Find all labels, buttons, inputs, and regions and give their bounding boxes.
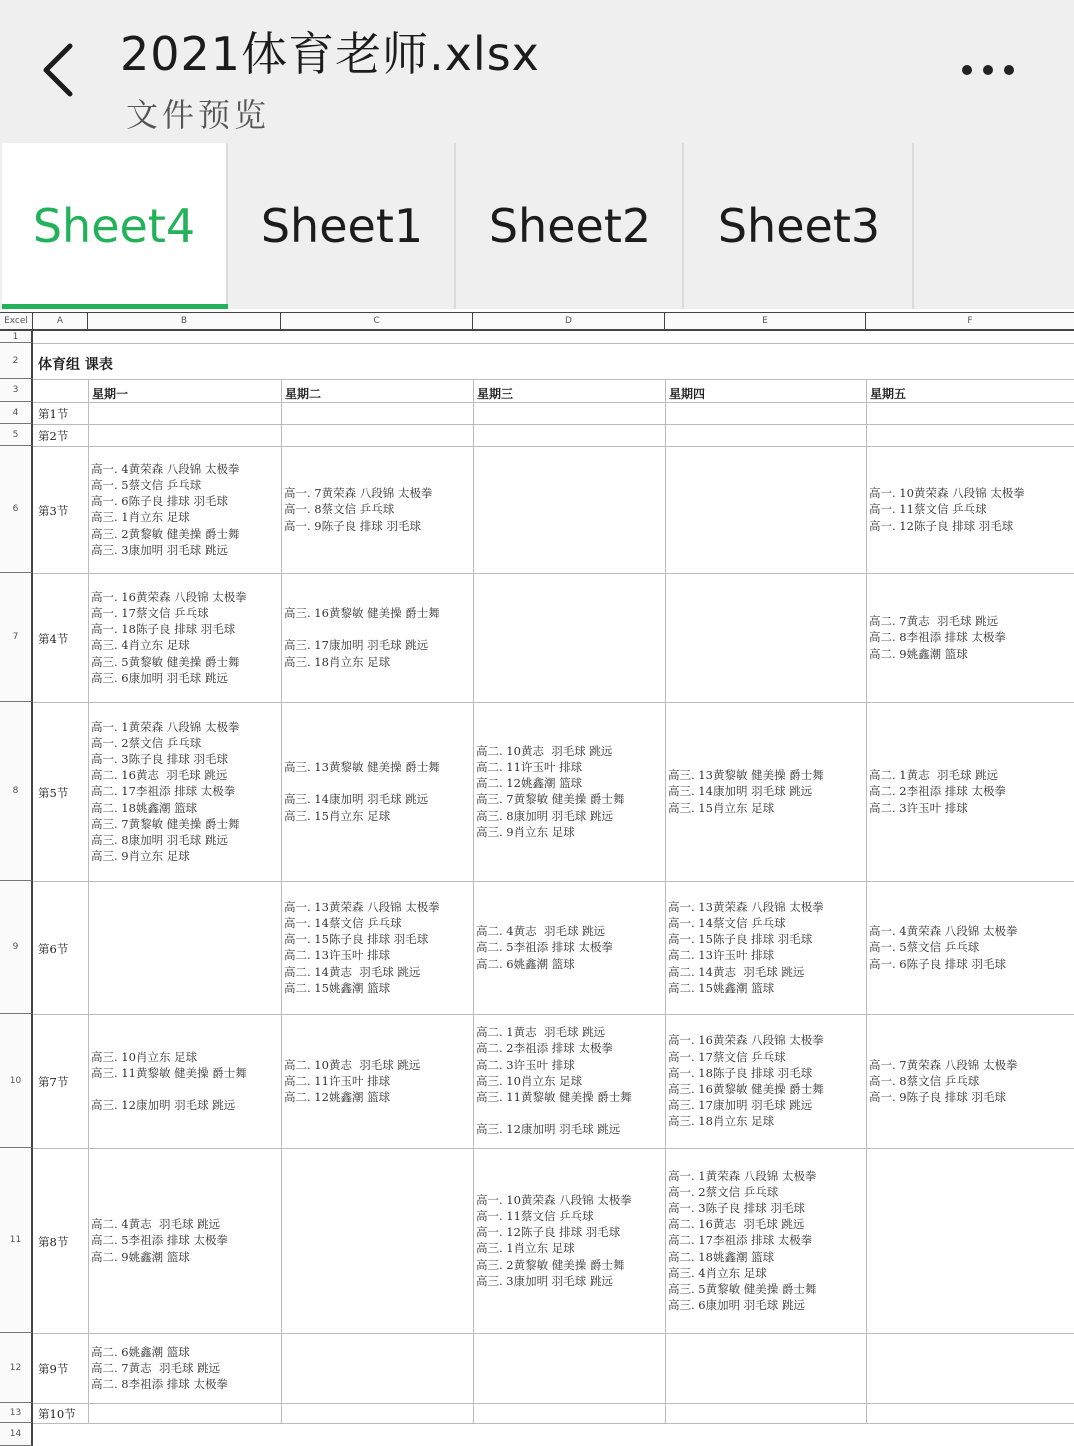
spreadsheet[interactable] xyxy=(0,309,1074,1446)
schedule-entry: 高一. 13黄荣森 八段锦 太极拳 xyxy=(668,899,824,914)
row-header-9[interactable]: 9 xyxy=(0,881,33,1014)
schedule-entry: 高一. 9陈子良 排球 羽毛球 xyxy=(869,1090,1006,1105)
schedule-entry: 高三. 3康加明 羽毛球 跳远 xyxy=(91,542,228,557)
schedule-entry: 高二. 18姚鑫潮 篮球 xyxy=(668,1249,775,1264)
schedule-entry: 高三. 17康加明 羽毛球 跳远 xyxy=(668,1098,813,1113)
schedule-entry: 高二. 10黄志 羽毛球 跳远 xyxy=(284,1057,421,1072)
schedule-entry: 高三. 9肖立东 足球 xyxy=(91,849,190,864)
grid-col-line xyxy=(665,379,666,1423)
schedule-entry: 高二. 8李祖添 排球 太极拳 xyxy=(869,630,1006,645)
row-header-8[interactable]: 8 xyxy=(0,702,33,881)
row-header-4[interactable]: 4 xyxy=(0,402,33,424)
schedule-entry: 高一. 11蔡文信 乒乓球 xyxy=(869,502,987,517)
schedule-entry: 高二. 17李祖添 排球 太极拳 xyxy=(91,784,236,799)
schedule-entry: 高一. 14蔡文信 乒乓球 xyxy=(284,916,402,931)
schedule-entry: 高一. 5蔡文信 乒乓球 xyxy=(869,940,980,955)
grid-row-line xyxy=(33,702,1074,703)
schedule-entry: 高二. 17李祖添 排球 太极拳 xyxy=(668,1233,813,1248)
schedule-cell[interactable] xyxy=(284,605,472,670)
row-header-11[interactable]: 11 xyxy=(0,1148,33,1333)
schedule-cell[interactable] xyxy=(91,1344,280,1393)
schedule-entry: 高二. 15姚鑫潮 篮球 xyxy=(284,980,391,995)
grid-row-line xyxy=(33,1014,1074,1015)
schedule-cell[interactable] xyxy=(869,923,1073,972)
schedule-cell[interactable] xyxy=(284,899,472,996)
schedule-entry: 高三. 12康加明 羽毛球 跳远 xyxy=(91,1098,236,1113)
schedule-entry: 高二. 11许玉叶 排球 xyxy=(284,1073,391,1088)
schedule-entry: 高一. 13黄荣森 八段锦 太极拳 xyxy=(284,899,440,914)
column-header-d[interactable]: D xyxy=(473,312,665,331)
grid-col-line xyxy=(866,379,867,1423)
grid-row-line xyxy=(33,424,1074,425)
schedule-entry: 高一. 5蔡文信 乒乓球 xyxy=(91,478,202,493)
schedule-entry: 高三. 13黄黎敏 健美操 爵士舞 xyxy=(668,768,824,783)
sheet-title: 体育组 课表 xyxy=(38,357,113,373)
period-label: 第8节 xyxy=(38,1234,69,1249)
schedule-entry: 高二. 10黄志 羽毛球 跳远 xyxy=(476,743,613,758)
grid-col-line xyxy=(281,379,282,1423)
period-label: 第4节 xyxy=(38,631,69,646)
schedule-entry: 高三. 2黄黎敏 健美操 爵士舞 xyxy=(476,1257,625,1272)
schedule-entry: 高二. 8李祖添 排球 太极拳 xyxy=(91,1377,228,1392)
schedule-entry: 高三. 13黄黎敏 健美操 爵士舞 xyxy=(284,760,440,775)
schedule-entry: 高一. 2蔡文信 乒乓球 xyxy=(91,735,202,750)
schedule-entry: 高二. 4黄志 羽毛球 跳远 xyxy=(91,1217,221,1232)
schedule-entry: 高一. 8蔡文信 乒乓球 xyxy=(284,502,395,517)
schedule-cell[interactable] xyxy=(476,1024,664,1137)
schedule-entry: 高一. 7黄荣森 八段锦 太极拳 xyxy=(284,486,433,501)
row-header-10[interactable]: 10 xyxy=(0,1014,33,1148)
grid-col-line xyxy=(473,379,474,1423)
schedule-entry: 高一. 15陈子良 排球 羽毛球 xyxy=(284,932,429,947)
schedule-cell[interactable] xyxy=(869,613,1073,662)
file-title: 2021体育老师.xlsx xyxy=(120,27,540,81)
schedule-entry: 高一. 12陈子良 排球 羽毛球 xyxy=(869,518,1014,533)
schedule-entry: 高二. 6姚鑫潮 篮球 xyxy=(476,956,575,971)
row-header-2[interactable]: 2 xyxy=(0,343,33,379)
schedule-entry: 高三. 15肖立东 足球 xyxy=(668,800,775,815)
schedule-entry: 高一. 11蔡文信 乒乓球 xyxy=(476,1209,594,1224)
corner-label: Excel xyxy=(0,312,33,331)
tab-sheet1[interactable]: Sheet1 xyxy=(230,143,456,309)
schedule-entry xyxy=(476,1105,664,1121)
chevron-left-icon[interactable] xyxy=(38,40,88,100)
schedule-entry: 高三. 12康加明 羽毛球 跳远 xyxy=(476,1122,621,1137)
schedule-entry: 高一. 10黄荣森 八段锦 太极拳 xyxy=(869,486,1025,501)
schedule-cell[interactable] xyxy=(668,1168,865,1314)
schedule-entry: 高三. 1肖立东 足球 xyxy=(476,1241,575,1256)
sheet-tabs xyxy=(0,143,1074,309)
column-header-c[interactable]: C xyxy=(281,312,473,331)
row-header-5[interactable]: 5 xyxy=(0,424,33,446)
schedule-entry: 高二. 16黄志 羽毛球 跳远 xyxy=(668,1217,805,1232)
schedule-entry: 高二. 14黄志 羽毛球 跳远 xyxy=(668,964,805,979)
schedule-cell[interactable] xyxy=(91,1216,280,1265)
column-header-b[interactable]: B xyxy=(88,312,281,331)
grid-row-line xyxy=(33,1423,1074,1424)
schedule-entry: 高三. 18肖立东 足球 xyxy=(668,1114,775,1129)
schedule-entry xyxy=(284,621,472,637)
schedule-cell[interactable] xyxy=(284,485,472,534)
schedule-entry: 高二. 18姚鑫潮 篮球 xyxy=(91,800,198,815)
schedule-entry: 高一. 18陈子良 排球 羽毛球 xyxy=(668,1065,813,1080)
schedule-cell[interactable] xyxy=(869,485,1073,534)
schedule-entry: 高三. 6康加明 羽毛球 跳远 xyxy=(91,670,228,685)
schedule-entry: 高二. 5李祖添 排球 太极拳 xyxy=(91,1233,228,1248)
schedule-entry: 高三. 11黄黎敏 健美操 爵士舞 xyxy=(476,1090,632,1105)
schedule-cell[interactable] xyxy=(91,1049,280,1114)
schedule-cell[interactable] xyxy=(476,923,664,972)
schedule-cell[interactable] xyxy=(668,1032,865,1129)
schedule-entry: 高三. 10肖立东 足球 xyxy=(476,1073,583,1088)
schedule-entry: 高二. 7黄志 羽毛球 跳远 xyxy=(91,1360,221,1375)
grid-row-line xyxy=(33,379,1074,380)
schedule-entry: 高三. 18肖立东 足球 xyxy=(284,654,391,669)
schedule-entry: 高三. 5黄黎敏 健美操 爵士舞 xyxy=(668,1281,817,1296)
schedule-entry xyxy=(91,1081,280,1097)
grid-row-line xyxy=(33,573,1074,574)
grid-row-line xyxy=(33,402,1074,403)
grid-row-line xyxy=(33,446,1074,447)
period-label: 第6节 xyxy=(38,941,69,956)
schedule-entry: 高二. 4黄志 羽毛球 跳远 xyxy=(476,924,606,939)
grid-row-line xyxy=(33,343,1074,344)
schedule-entry: 高二. 9姚鑫潮 篮球 xyxy=(91,1249,190,1264)
day-header-mon: 星期一 xyxy=(92,387,129,401)
grid-row-line xyxy=(33,1333,1074,1334)
grid-row-line xyxy=(33,1403,1074,1404)
schedule-entry: 高三. 14康加明 羽毛球 跳远 xyxy=(668,784,813,799)
schedule-entry: 高二. 3许玉叶 排球 xyxy=(869,800,968,815)
schedule-entry: 高一. 17蔡文信 乒乓球 xyxy=(668,1049,786,1064)
schedule-cell[interactable] xyxy=(91,719,280,865)
schedule-entry: 高三. 11黄黎敏 健美操 爵士舞 xyxy=(91,1065,247,1080)
period-label: 第9节 xyxy=(38,1362,69,1376)
schedule-cell[interactable] xyxy=(91,589,280,686)
column-header-a[interactable]: A xyxy=(33,312,88,331)
period-label: 第1节 xyxy=(38,407,69,421)
schedule-entry: 高三. 8康加明 羽毛球 跳远 xyxy=(91,832,228,847)
grid-col-line xyxy=(88,379,89,1423)
row-header-12[interactable]: 12 xyxy=(0,1333,33,1403)
schedule-cell[interactable] xyxy=(284,759,472,824)
grid-row-line xyxy=(33,881,1074,882)
schedule-cell[interactable] xyxy=(668,899,865,996)
schedule-entry: 高二. 12姚鑫潮 篮球 xyxy=(476,776,583,791)
schedule-cell[interactable] xyxy=(284,1057,472,1106)
row-header-3[interactable]: 3 xyxy=(0,379,33,402)
schedule-entry: 高二. 12姚鑫潮 篮球 xyxy=(284,1090,391,1105)
schedule-entry: 高二. 9姚鑫潮 篮球 xyxy=(869,646,968,661)
schedule-entry: 高二. 3许玉叶 排球 xyxy=(476,1057,575,1072)
row-header-13[interactable]: 13 xyxy=(0,1403,33,1423)
schedule-cell[interactable] xyxy=(91,461,280,558)
schedule-entry: 高三. 15肖立东 足球 xyxy=(284,808,391,823)
schedule-entry: 高一. 3陈子良 排球 羽毛球 xyxy=(91,751,228,766)
schedule-cell[interactable] xyxy=(869,767,1073,816)
schedule-entry: 高三. 17康加明 羽毛球 跳远 xyxy=(284,638,429,653)
day-header-fri: 星期五 xyxy=(870,387,907,401)
schedule-entry: 高二. 6姚鑫潮 篮球 xyxy=(91,1344,190,1359)
schedule-entry: 高一. 9陈子良 排球 羽毛球 xyxy=(284,518,421,533)
row-header-1[interactable]: 1 xyxy=(0,331,33,343)
schedule-entry: 高一. 7黄荣森 八段锦 太极拳 xyxy=(869,1057,1018,1072)
schedule-entry: 高一. 6陈子良 排球 羽毛球 xyxy=(869,956,1006,971)
day-header-tue: 星期二 xyxy=(285,387,322,401)
period-label: 第7节 xyxy=(38,1075,69,1089)
column-header-f[interactable]: F xyxy=(866,312,1074,331)
period-label: 第5节 xyxy=(38,785,69,800)
schedule-entry: 高一. 12陈子良 排球 羽毛球 xyxy=(476,1225,621,1240)
file-subtitle: 文件预览 xyxy=(126,96,271,134)
schedule-entry: 高一. 3陈子良 排球 羽毛球 xyxy=(668,1200,805,1215)
schedule-entry: 高三. 5黄黎敏 健美操 爵士舞 xyxy=(91,654,240,669)
schedule-entry: 高三. 4肖立东 足球 xyxy=(91,638,190,653)
schedule-entry: 高三. 16黄黎敏 健美操 爵士舞 xyxy=(284,606,440,621)
schedule-entry: 高三. 4肖立东 足球 xyxy=(668,1265,767,1280)
schedule-entry: 高一. 17蔡文信 乒乓球 xyxy=(91,606,209,621)
schedule-cell[interactable] xyxy=(476,1192,664,1289)
more-horizontal-icon[interactable] xyxy=(962,55,1032,85)
schedule-entry: 高一. 2蔡文信 乒乓球 xyxy=(668,1184,779,1199)
schedule-entry: 高三. 9肖立东 足球 xyxy=(476,824,575,839)
schedule-entry: 高二. 1黄志 羽毛球 跳远 xyxy=(869,768,999,783)
schedule-entry: 高三. 7黄黎敏 健美操 爵士舞 xyxy=(476,792,625,807)
schedule-entry: 高二. 13许玉叶 排球 xyxy=(284,948,391,963)
schedule-entry: 高一. 4黄荣森 八段锦 太极拳 xyxy=(91,461,240,476)
schedule-entry: 高三. 1肖立东 足球 xyxy=(91,510,190,525)
schedule-cell[interactable] xyxy=(869,1057,1073,1106)
schedule-entry: 高一. 10黄荣森 八段锦 太极拳 xyxy=(476,1192,632,1207)
schedule-entry: 高一. 8蔡文信 乒乓球 xyxy=(869,1073,980,1088)
schedule-entry: 高一. 14蔡文信 乒乓球 xyxy=(668,916,786,931)
schedule-entry: 高三. 7黄黎敏 健美操 爵士舞 xyxy=(91,816,240,831)
schedule-entry: 高二. 2李祖添 排球 太极拳 xyxy=(476,1041,613,1056)
grid-row-line xyxy=(33,1148,1074,1149)
schedule-cell[interactable] xyxy=(668,767,865,816)
schedule-entry: 高一. 15陈子良 排球 羽毛球 xyxy=(668,932,813,947)
period-label: 第3节 xyxy=(38,503,69,518)
schedule-entry: 高二. 15姚鑫潮 篮球 xyxy=(668,980,775,995)
schedule-entry: 高一. 1黄荣森 八段锦 太极拳 xyxy=(668,1168,817,1183)
schedule-entry: 高二. 14黄志 羽毛球 跳远 xyxy=(284,964,421,979)
tab-sheet3[interactable]: Sheet3 xyxy=(686,143,914,309)
period-label: 第10节 xyxy=(38,1407,76,1421)
row-header-14[interactable]: 14 xyxy=(0,1423,33,1446)
schedule-cell[interactable] xyxy=(476,743,664,840)
schedule-entry: 高三. 2黄黎敏 健美操 爵士舞 xyxy=(91,526,240,541)
schedule-entry: 高三. 3康加明 羽毛球 跳远 xyxy=(476,1273,613,1288)
column-header-e[interactable]: E xyxy=(665,312,866,331)
day-header-thu: 星期四 xyxy=(669,387,706,401)
schedule-entry: 高三. 14康加明 羽毛球 跳远 xyxy=(284,792,429,807)
schedule-entry: 高一. 18陈子良 排球 羽毛球 xyxy=(91,622,236,637)
schedule-entry: 高二. 1黄志 羽毛球 跳远 xyxy=(476,1025,606,1040)
schedule-entry: 高三. 8康加明 羽毛球 跳远 xyxy=(476,808,613,823)
schedule-entry: 高三. 16黄黎敏 健美操 爵士舞 xyxy=(668,1081,824,1096)
schedule-entry: 高三. 6康加明 羽毛球 跳远 xyxy=(668,1298,805,1313)
day-header-wed: 星期三 xyxy=(477,387,514,401)
schedule-entry: 高一. 4黄荣森 八段锦 太极拳 xyxy=(869,924,1018,939)
row-header-6[interactable]: 6 xyxy=(0,446,33,573)
schedule-entry: 高二. 16黄志 羽毛球 跳远 xyxy=(91,768,228,783)
tab-sheet2[interactable]: Sheet2 xyxy=(458,143,684,309)
schedule-entry: 高二. 7黄志 羽毛球 跳远 xyxy=(869,614,999,629)
schedule-entry: 高二. 2李祖添 排球 太极拳 xyxy=(869,784,1006,799)
schedule-entry: 高二. 11许玉叶 排球 xyxy=(476,760,583,775)
schedule-entry: 高二. 5李祖添 排球 太极拳 xyxy=(476,940,613,955)
schedule-entry xyxy=(284,775,472,791)
app-header xyxy=(0,0,1074,143)
tab-sheet4[interactable]: Sheet4 xyxy=(2,143,228,309)
row-header-7[interactable]: 7 xyxy=(0,573,33,702)
period-label: 第2节 xyxy=(38,429,69,443)
schedule-entry: 高二. 13许玉叶 排球 xyxy=(668,948,775,963)
schedule-entry: 高一. 16黄荣森 八段锦 太极拳 xyxy=(668,1033,824,1048)
schedule-entry: 高一. 16黄荣森 八段锦 太极拳 xyxy=(91,589,247,604)
schedule-entry: 高三. 10肖立东 足球 xyxy=(91,1049,198,1064)
schedule-entry: 高一. 6陈子良 排球 羽毛球 xyxy=(91,494,228,509)
schedule-entry: 高一. 1黄荣森 八段锦 太极拳 xyxy=(91,719,240,734)
